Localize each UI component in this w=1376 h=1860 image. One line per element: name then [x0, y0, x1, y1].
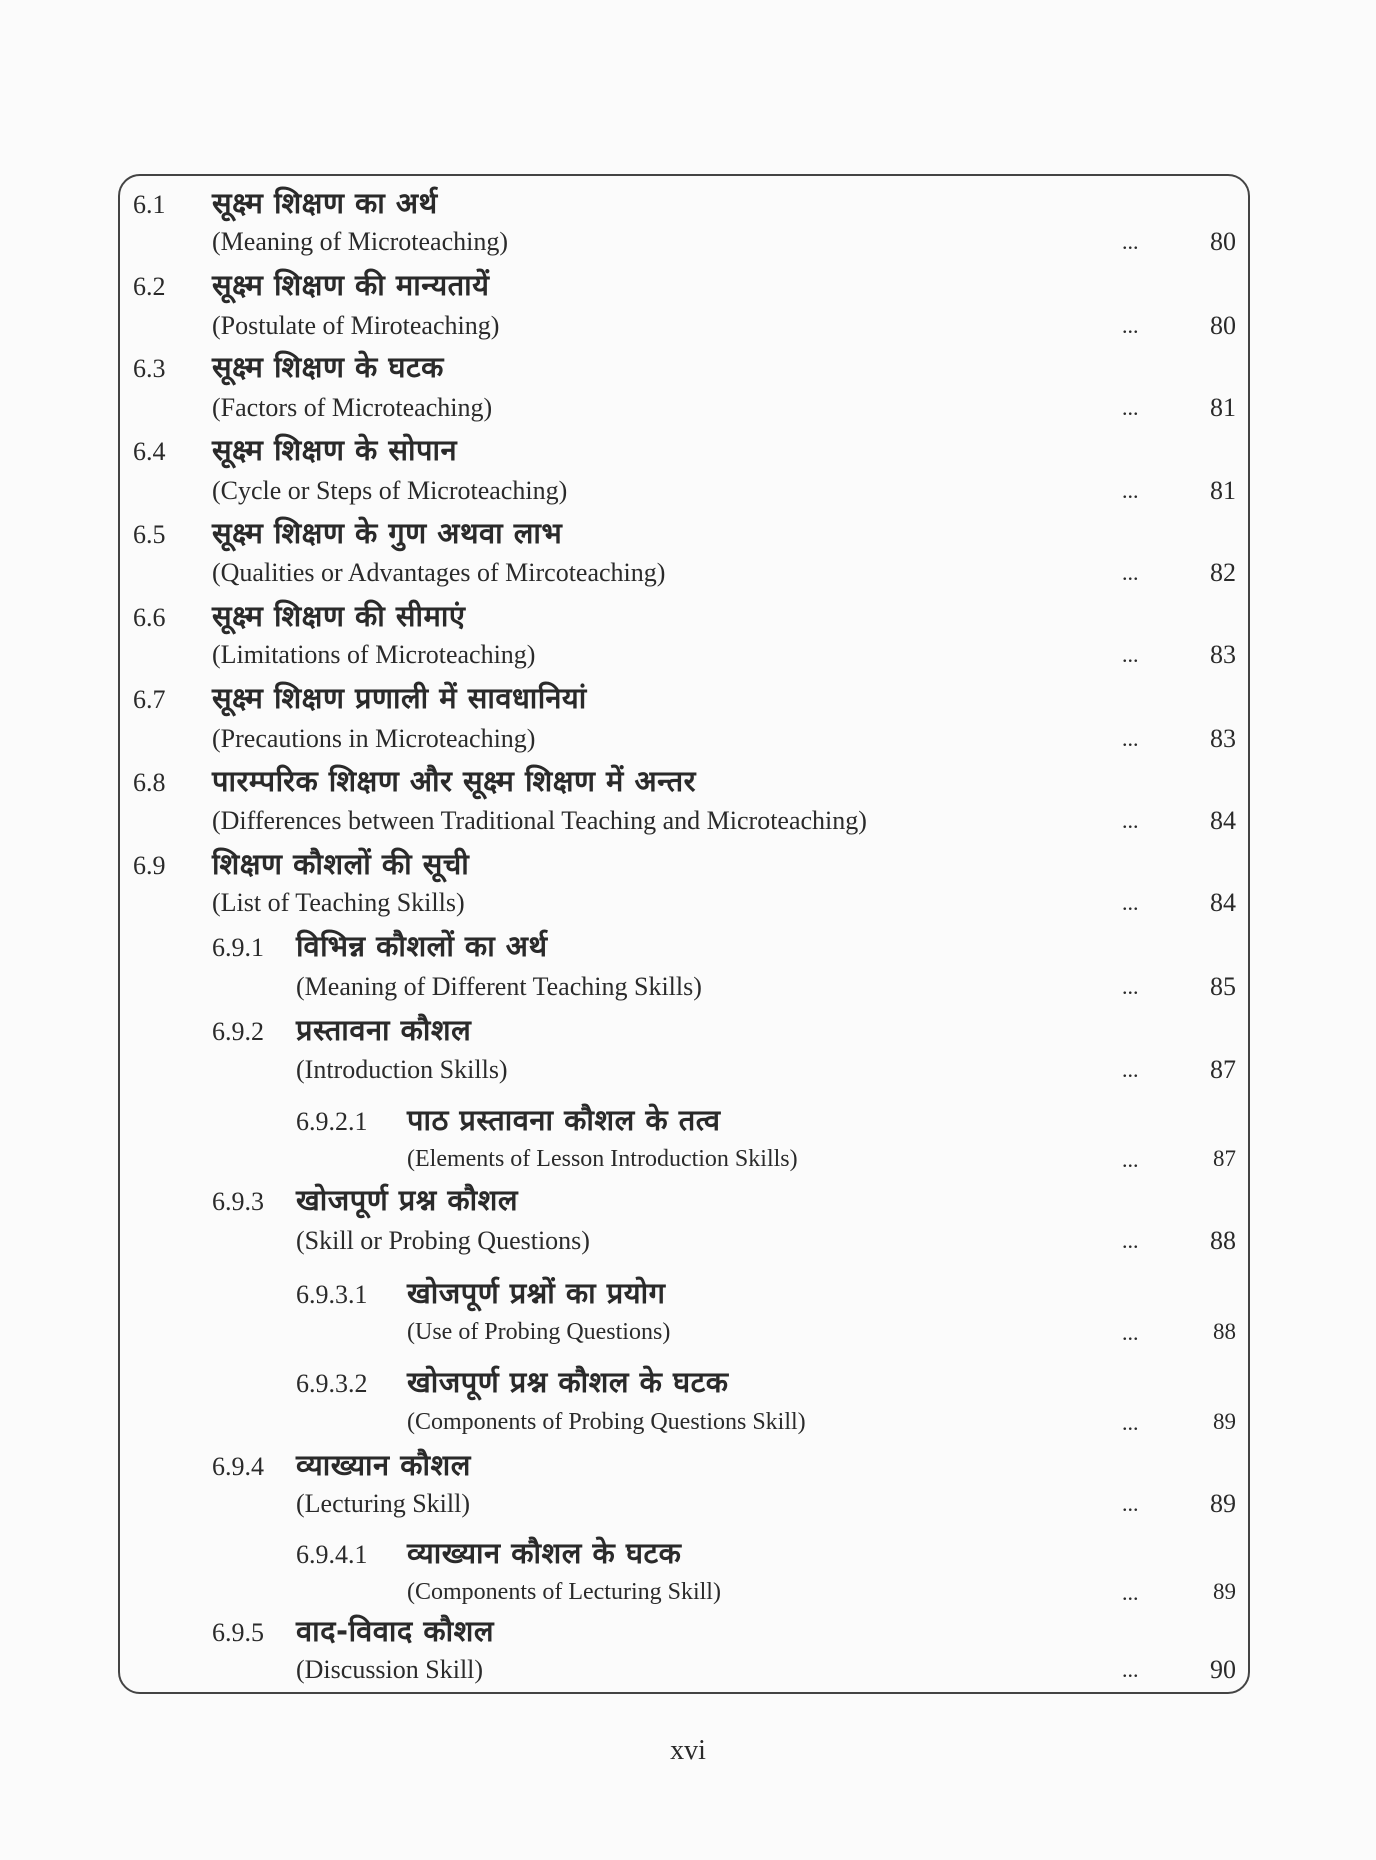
entry-title-english: (Lecturing Skill): [296, 1489, 471, 1518]
entry-page-number: 83: [1210, 724, 1236, 753]
leader-dots: ...: [1122, 808, 1139, 833]
entry-page-number: 89: [1213, 1579, 1236, 1604]
entry-title-english: (Meaning of Microteaching): [212, 227, 509, 256]
entry-title-hindi: सूक्ष्म शिक्षण के सोपान: [212, 433, 458, 467]
entry-page-number: 84: [1210, 806, 1236, 835]
entry-title-hindi: सूक्ष्म शिक्षण की सीमाएं: [212, 599, 466, 633]
entry-title-english: (Precautions in Microteaching): [212, 724, 536, 753]
entry-number: 6.7: [133, 685, 166, 714]
entry-page-number: 81: [1210, 476, 1236, 505]
leader-dots: ...: [1122, 395, 1139, 420]
entry-number: 6.9.1: [212, 933, 264, 962]
entry-number: 6.9.3.1: [296, 1280, 368, 1309]
entry-title-english: (Components of Lecturing Skill): [407, 1579, 721, 1605]
leader-dots: ...: [1122, 974, 1139, 999]
entry-title-english: (Factors of Microteaching): [212, 393, 493, 422]
entry-page-number: 89: [1213, 1409, 1236, 1434]
leader-dots: ...: [1122, 1228, 1139, 1253]
leader-dots: ...: [1122, 1657, 1139, 1682]
entry-title-hindi: खोजपूर्ण प्रश्न कौशल के घटक: [407, 1365, 729, 1399]
entry-number: 6.9.2.1: [296, 1107, 368, 1136]
entry-title-hindi: खोजपूर्ण प्रश्नों का प्रयोग: [407, 1276, 666, 1310]
entry-page-number: 87: [1210, 1055, 1236, 1084]
entry-number: 6.9.2: [212, 1017, 264, 1046]
entry-title-hindi: सूक्ष्म शिक्षण प्रणाली में सावधानियां: [212, 681, 587, 715]
entry-page-number: 81: [1210, 393, 1236, 422]
entry-number: 6.6: [133, 603, 166, 632]
entry-title-hindi: सूक्ष्म शिक्षण के गुण अथवा लाभ: [212, 516, 563, 550]
entry-title-english: (Use of Probing Questions): [407, 1319, 671, 1345]
entry-title-english: (Meaning of Different Teaching Skills): [296, 972, 702, 1001]
entry-page-number: 82: [1210, 558, 1236, 587]
entry-title-hindi: सूक्ष्म शिक्षण की मान्यतायें: [212, 268, 490, 302]
entry-title-hindi: विभिन्न कौशलों का अर्थ: [296, 929, 548, 963]
leader-dots: ...: [1122, 890, 1139, 915]
entry-number: 6.2: [133, 272, 166, 301]
leader-dots: ...: [1122, 1410, 1139, 1435]
leader-dots: ...: [1122, 478, 1139, 503]
entry-title-hindi: खोजपूर्ण प्रश्न कौशल: [296, 1183, 519, 1217]
leader-dots: ...: [1122, 1491, 1139, 1516]
entry-number: 6.3: [133, 354, 166, 383]
entry-number: 6.4: [133, 437, 166, 466]
entry-title-english: (Postulate of Miroteaching): [212, 311, 500, 340]
entry-title-hindi: शिक्षण कौशलों की सूची: [212, 847, 470, 881]
entry-number: 6.9.5: [212, 1618, 264, 1647]
entry-title-hindi: व्याख्यान कौशल के घटक: [407, 1536, 682, 1570]
leader-dots: ...: [1122, 313, 1139, 338]
entry-title-hindi: सूक्ष्म शिक्षण के घटक: [212, 350, 444, 384]
leader-dots: ...: [1122, 229, 1139, 254]
entry-title-english: (Cycle or Steps of Microteaching): [212, 476, 568, 505]
leader-dots: ...: [1122, 1057, 1139, 1082]
entry-number: 6.8: [133, 768, 166, 797]
entry-number: 6.9.3.2: [296, 1369, 368, 1398]
entry-title-english: (Introduction Skills): [296, 1055, 508, 1084]
entry-number: 6.5: [133, 520, 166, 549]
entry-page-number: 85: [1210, 972, 1236, 1001]
entry-title-english: (Elements of Lesson Introduction Skills): [407, 1146, 798, 1172]
entry-title-hindi: पारम्परिक शिक्षण और सूक्ष्म शिक्षण में अन्तर: [212, 764, 696, 798]
entry-title-english: (Discussion Skill): [296, 1655, 484, 1684]
entry-title-hindi: वाद-विवाद कौशल: [296, 1614, 495, 1648]
entry-page-number: 80: [1210, 311, 1236, 340]
entry-title-english: (Components of Probing Questions Skill): [407, 1409, 806, 1435]
entry-page-number: 89: [1210, 1489, 1236, 1518]
entry-title-hindi: प्रस्तावना कौशल: [296, 1013, 472, 1047]
entry-title-english: (Qualities or Advantages of Mircoteaching): [212, 558, 666, 587]
leader-dots: ...: [1122, 560, 1139, 585]
entry-title-hindi: व्याख्यान कौशल: [296, 1448, 471, 1482]
entry-number: 6.9.4.1: [296, 1540, 368, 1569]
entry-number: 6.9.3: [212, 1187, 264, 1216]
entry-title-english: (Limitations of Microteaching): [212, 640, 536, 669]
page-number: xvi: [670, 1735, 706, 1766]
leader-dots: ...: [1122, 642, 1139, 667]
entry-title-hindi: पाठ प्रस्तावना कौशल के तत्व: [407, 1103, 721, 1137]
leader-dots: ...: [1122, 1147, 1139, 1172]
leader-dots: ...: [1122, 726, 1139, 751]
entry-title-english: (List of Teaching Skills): [212, 888, 465, 917]
entry-page-number: 88: [1213, 1319, 1236, 1344]
entry-number: 6.1: [133, 190, 166, 219]
entry-page-number: 88: [1210, 1226, 1236, 1255]
entry-page-number: 84: [1210, 888, 1236, 917]
entry-page-number: 90: [1210, 1655, 1236, 1684]
entry-page-number: 80: [1210, 227, 1236, 256]
entry-number: 6.9: [133, 851, 166, 880]
entry-page-number: 83: [1210, 640, 1236, 669]
leader-dots: ...: [1122, 1580, 1139, 1605]
entry-title-hindi: सूक्ष्म शिक्षण का अर्थ: [212, 186, 438, 220]
entry-number: 6.9.4: [212, 1452, 264, 1481]
entry-title-english: (Skill or Probing Questions): [296, 1226, 590, 1255]
entry-page-number: 87: [1213, 1146, 1236, 1171]
leader-dots: ...: [1122, 1320, 1139, 1345]
entry-title-english: (Differences between Traditional Teaching and Microteaching): [212, 806, 867, 835]
